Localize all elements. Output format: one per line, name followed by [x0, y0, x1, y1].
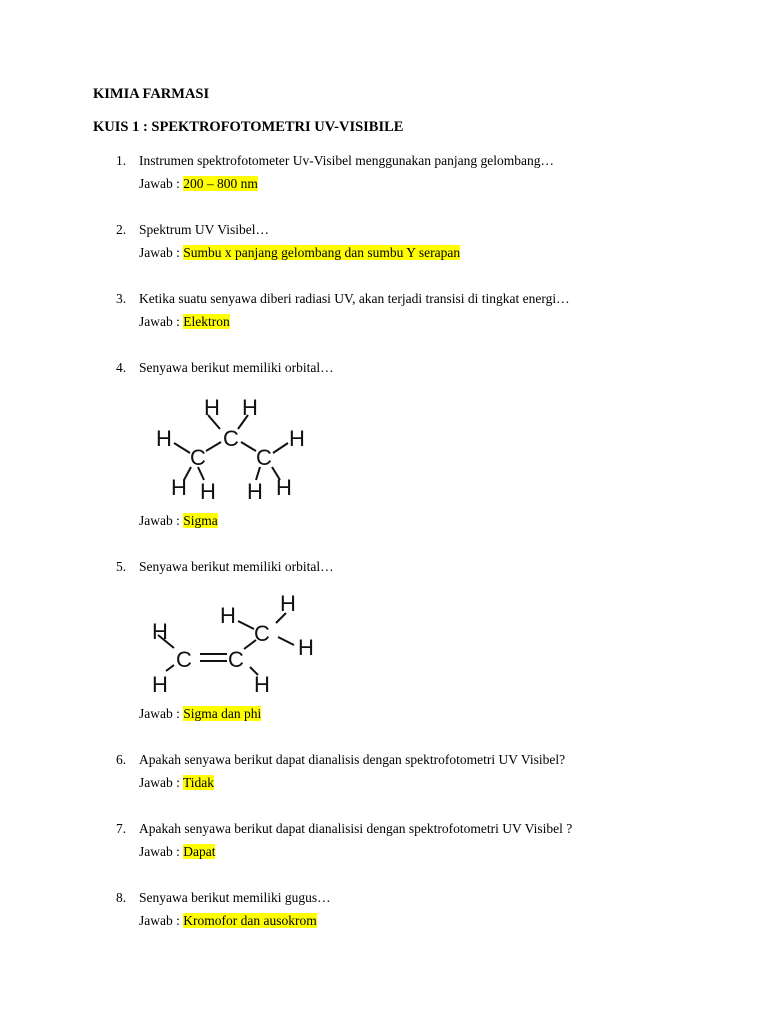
- answer-text: Sigma: [183, 513, 218, 528]
- answer-8: [139, 913, 317, 929]
- document-title: KIMIA FARMASI: [93, 86, 210, 102]
- answer-4: [139, 513, 218, 529]
- question-text: Spektrum UV Visibel…: [139, 222, 269, 237]
- atom-h: H: [152, 619, 168, 644]
- answer-label: Jawab :: [139, 314, 184, 329]
- atom-c: C: [228, 647, 244, 672]
- answer-5: [139, 706, 261, 722]
- atom-h: H: [156, 426, 172, 451]
- question-number: 1.: [116, 153, 127, 168]
- question-3: [116, 291, 570, 307]
- answer-label: Jawab :: [139, 176, 184, 191]
- answer-label: Jawab :: [139, 706, 184, 721]
- quiz-title: KUIS 1 : SPEKTROFOTOMETRI UV-VISIBILE: [93, 119, 404, 135]
- question-6: [116, 752, 565, 768]
- question-text: Apakah senyawa berikut dapat dianalisisi dengan spektrofotometri UV Visibel ?: [139, 821, 573, 836]
- question-text: Ketika suatu senyawa diberi radiasi UV, akan terjadi transisi di tingkat energi…: [139, 291, 570, 306]
- question-number: 5.: [116, 559, 127, 574]
- question-text: Instrumen spektrofotometer Uv-Visibel menggunakan panjang gelombang…: [139, 153, 554, 168]
- answer-label: Jawab :: [139, 245, 184, 260]
- answer-label: Jawab :: [139, 513, 184, 528]
- answer-text: Sumbu x panjang gelombang dan sumbu Y serapan: [183, 245, 461, 260]
- atom-c: C: [256, 445, 272, 470]
- atom-h: H: [254, 672, 270, 697]
- question-8: [116, 890, 331, 906]
- answer-7: [139, 844, 215, 860]
- atom-h: H: [220, 603, 236, 628]
- atom-h: H: [200, 479, 216, 504]
- atom-h: H: [171, 475, 187, 500]
- answer-text: Dapat: [183, 844, 216, 859]
- atom-h: H: [204, 395, 220, 420]
- answer-label: Jawab :: [139, 844, 184, 859]
- atom-h: H: [280, 591, 296, 616]
- answer-2: [139, 245, 460, 261]
- question-4: [116, 360, 334, 376]
- propane-structure: [146, 385, 320, 507]
- answer-text: Elektron: [183, 314, 230, 329]
- answer-1: [139, 176, 258, 192]
- atom-h: H: [289, 426, 305, 451]
- answer-6: [139, 775, 214, 791]
- atom-h: H: [247, 479, 263, 504]
- atom-h: H: [152, 672, 168, 697]
- propene-structure: [140, 585, 328, 697]
- question-text: Senyawa berikut memiliki orbital…: [139, 360, 334, 375]
- answer-label: Jawab :: [139, 775, 183, 790]
- question-text: Senyawa berikut memiliki orbital…: [139, 559, 334, 574]
- atom-c: C: [176, 647, 192, 672]
- propane-structure-svg: [146, 385, 320, 507]
- atom-c: C: [254, 621, 270, 646]
- question-7: [116, 821, 572, 837]
- atom-c: C: [190, 445, 206, 470]
- question-text: Apakah senyawa berikut dapat dianalisis dengan spektrofotometri UV Visibel?: [139, 752, 566, 767]
- answer-text: 200 – 800 nm: [183, 176, 258, 191]
- answer-text: Sigma dan phi: [183, 706, 262, 721]
- question-text: Senyawa berikut memiliki gugus…: [139, 890, 331, 905]
- atom-h: H: [276, 475, 292, 500]
- question-number: 7.: [116, 821, 127, 836]
- question-number: 2.: [116, 222, 127, 237]
- atom-h: H: [242, 395, 258, 420]
- propene-structure-svg: [140, 585, 328, 697]
- answer-text: Tidak: [183, 775, 215, 790]
- answer-text: Kromofor dan ausokrom: [183, 913, 317, 928]
- question-1: [116, 153, 554, 169]
- question-2: [116, 222, 269, 238]
- answer-label: Jawab :: [139, 913, 184, 928]
- question-number: 3.: [116, 291, 127, 306]
- answer-3: [139, 314, 230, 330]
- question-5: [116, 559, 334, 575]
- question-number: 8.: [116, 890, 127, 905]
- question-number: 6.: [116, 752, 127, 767]
- atom-h: H: [298, 635, 314, 660]
- question-number: 4.: [116, 360, 127, 375]
- atom-c: C: [223, 426, 239, 451]
